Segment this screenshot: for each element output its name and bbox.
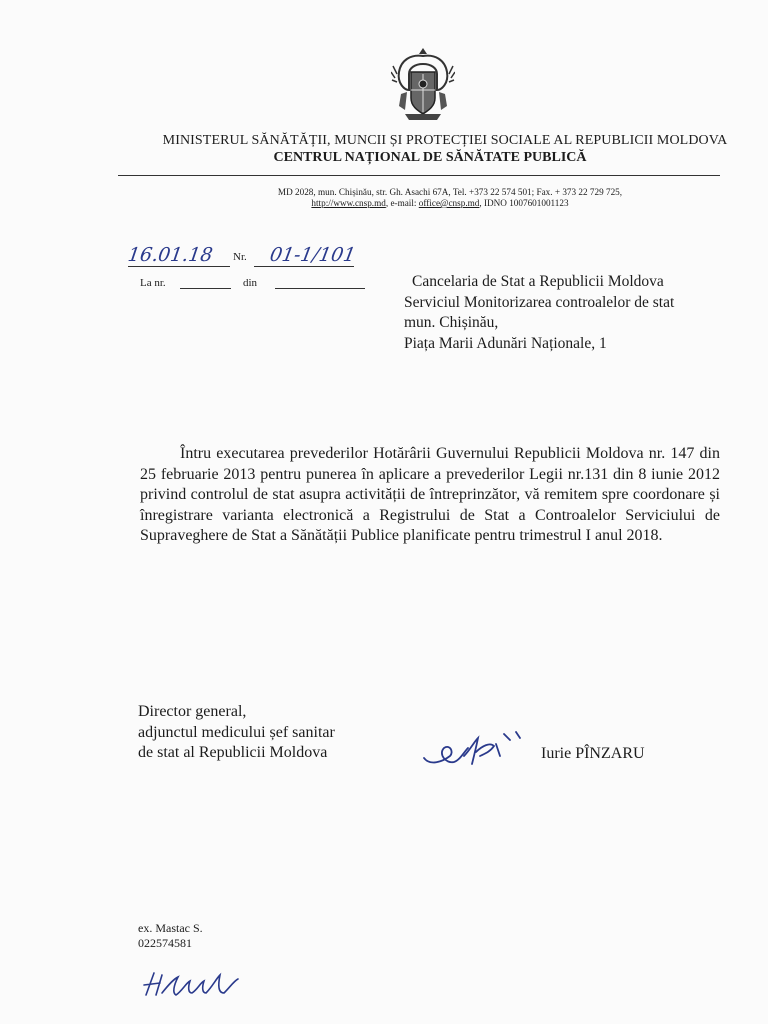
nr-label: Nr.: [233, 251, 247, 263]
signatory-title-line: de stat al Republicii Moldova: [138, 744, 328, 761]
handwritten-date: 16.01.18: [126, 244, 215, 266]
contact-address: MD 2028, mun. Chișinău, str. Gh. Asachi 67A, Tel. +373 22 574 501; Fax. + 373 22 729 725,: [277, 187, 623, 197]
letter-body: Întru executarea prevederilor Hotărârii Guvernului Republicii Moldova nr. 147 din 25 februarie 2013 pentru punerea în aplicare a prevederilor Legii nr.131 din 8 iunie 2012 privind controlul de stat asupra activității de întreprinzător, vă remitem spre coordonare și înregistrare varianta electronică a Registrului de Stat a Controalelor Serviciului de Supraveghere de Stat a Sănătății Publice planificate pentru trimestrul I anul 2018.: [140, 445, 720, 544]
signatory-title: [138, 702, 335, 764]
handwritten-initials: [140, 965, 250, 1005]
din-blank: [275, 288, 365, 289]
center-name: CENTRUL NAȚIONAL DE SĂNĂTATE PUBLICĂ: [273, 150, 587, 165]
coat-of-arms-icon: [391, 44, 455, 124]
recipient-line: Serviciul Monitorizarea controalelor de stat: [404, 293, 675, 311]
nr-underline: [254, 266, 354, 267]
signatory-name: Iurie PÎNZARU: [541, 745, 645, 762]
recipient-line: mun. Chișinău,: [404, 314, 499, 331]
handwritten-signature: [420, 722, 540, 772]
date-underline: [128, 266, 230, 267]
recipient-address: [404, 272, 674, 354]
idno: , IDNO 1007601001123: [479, 198, 569, 208]
la-nr-blank: [180, 288, 231, 289]
la-nr-label: La nr.: [140, 277, 166, 289]
executor-phone: 022574581: [138, 935, 192, 950]
recipient-line: Piața Marii Adunări Naționale, 1: [404, 334, 607, 352]
signatory-title-line: adjunctul medicului șef sanitar: [138, 723, 335, 741]
website-link[interactable]: http://www.cnsp.md: [311, 198, 386, 208]
email-label: , e-mail:: [385, 198, 417, 208]
executor-info: [138, 921, 203, 950]
executor-name: ex. Mastac S.: [138, 921, 203, 935]
handwritten-number: 01-1/101: [268, 244, 358, 266]
ministry-name: MINISTERUL SĂNĂTĂȚII, MUNCII ȘI PROTECȚIEI SOCIALE AL REPUBLICII MOLDOVA: [162, 133, 728, 148]
email-link[interactable]: office@cnsp.md: [418, 198, 480, 208]
din-label: din: [243, 277, 258, 289]
contact-links: [150, 198, 730, 208]
recipient-line: Cancelaria de Stat a Republicii Moldova: [412, 273, 664, 290]
header-divider: [118, 175, 720, 176]
signatory-title-line: Director general,: [138, 703, 247, 720]
